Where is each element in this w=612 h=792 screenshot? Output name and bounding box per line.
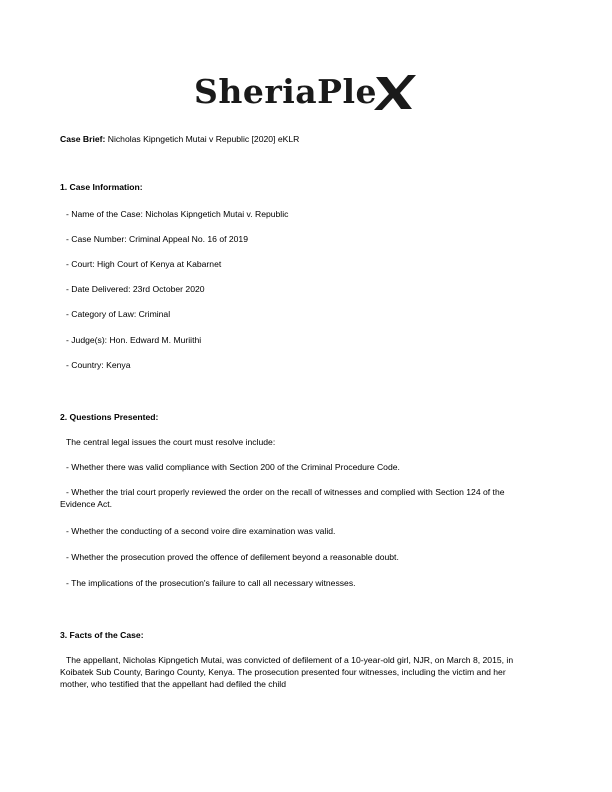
- case-info-item: - Date Delivered: 23rd October 2020: [66, 284, 205, 294]
- case-info-item: - Court: High Court of Kenya at Kabarnet: [66, 259, 222, 269]
- question-item: - The implications of the prosecution's failure to call all necessary witnesses.: [66, 578, 356, 588]
- question-item: - Whether there was valid compliance with Section 200 of the Criminal Procedure Code.: [66, 462, 400, 472]
- question-item: - Whether the prosecution proved the offence of defilement beyond a reasonable doubt.: [66, 552, 399, 562]
- sheriaplex-logo: [0, 72, 612, 122]
- questions-intro: The central legal issues the court must resolve include:: [66, 437, 276, 447]
- case-info-item: - Category of Law: Criminal: [66, 309, 171, 319]
- case-info-item: - Judge(s): Hon. Edward M. Muriithi: [66, 335, 202, 345]
- case-info-item: - Name of the Case: Nicholas Kipngetich Mutai v. Republic: [66, 209, 289, 219]
- section-heading-questions: 2. Questions Presented:: [60, 412, 159, 422]
- section-heading-facts: 3. Facts of the Case:: [60, 630, 144, 640]
- section-heading-case-info: 1. Case Information:: [60, 182, 143, 192]
- question-item: - Whether the trial court properly reviewed the order on the recall of witnesses and complied with Section 124 of the Evidence Act.: [60, 487, 505, 509]
- case-brief-line: [60, 133, 299, 145]
- case-info-item: - Case Number: Criminal Appeal No. 16 of 2019: [66, 234, 248, 244]
- x-mark-icon: [374, 73, 418, 111]
- logo-text: SheriaPle: [194, 72, 377, 111]
- case-brief-value: Nicholas Kipngetich Mutai v Republic [2020] eKLR: [105, 134, 300, 144]
- case-brief-label: Case Brief:: [60, 134, 106, 144]
- case-info-item: - Country: Kenya: [66, 360, 131, 370]
- question-item: - Whether the conducting of a second voire dire examination was valid.: [66, 526, 336, 536]
- facts-paragraph: The appellant, Nicholas Kipngetich Mutai, was convicted of defilement of a 10-year-old girl, NJR, on March 8, 2015, in Koibatek Sub County, Baringo County, Kenya. The prosecution presented four witnesses, including the victim and her mother, who testified that the appellant had defiled the child: [60, 655, 514, 689]
